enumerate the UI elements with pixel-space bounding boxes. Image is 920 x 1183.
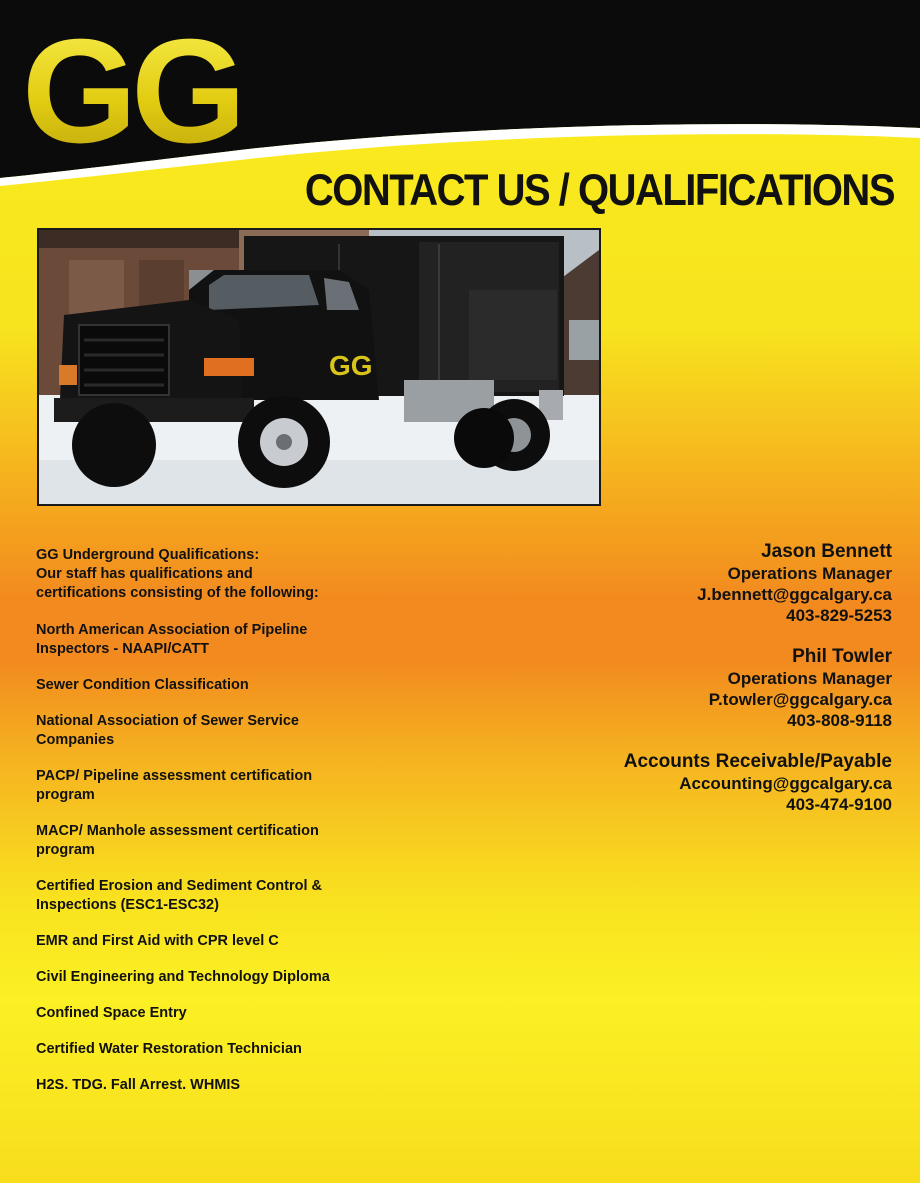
contact-card xyxy=(532,751,892,815)
company-logo: GG xyxy=(22,9,241,174)
contacts-section xyxy=(532,541,892,835)
qualification-item: Civil Engineering and Technology Diploma xyxy=(36,969,330,985)
qualifications-section xyxy=(36,546,366,1112)
contact-name: Accounts Receivable/Payable xyxy=(623,751,892,772)
contact-card xyxy=(532,541,892,626)
qualifications-intro-line: Our staff has qualifications and xyxy=(36,566,253,582)
qualification-item: EMR and First Aid with CPR level C xyxy=(36,933,279,949)
contact-title: Operations Manager xyxy=(727,669,892,688)
qualification-item: North American Association of Pipeline Inspectors - NAAPI/CATT xyxy=(36,622,308,657)
contact-email-link[interactable]: J.bennett@ggcalgary.ca xyxy=(697,585,892,604)
truck-logo-text: GG xyxy=(329,350,373,381)
contact-name: Phil Towler xyxy=(792,646,892,667)
contact-card xyxy=(532,646,892,731)
contact-phone[interactable]: 403-474-9100 xyxy=(786,795,892,814)
qualifications-intro xyxy=(36,546,366,603)
qualification-item: National Association of Sewer Service Companies xyxy=(36,713,299,748)
qualification-item: Certified Water Restoration Technician xyxy=(36,1041,302,1057)
qualification-item: Certified Erosion and Sediment Control & Inspections (ESC1-ESC32) xyxy=(36,878,322,913)
contact-name: Jason Bennett xyxy=(761,541,892,562)
qualification-item: Sewer Condition Classification xyxy=(36,677,249,693)
qualification-item: H2S. TDG. Fall Arrest. WHMIS xyxy=(36,1077,241,1093)
qualifications-intro-line: GG Underground Qualifications: xyxy=(36,547,260,563)
qualification-item: PACP/ Pipeline assessment certification program xyxy=(36,768,313,803)
qualification-item: Confined Space Entry xyxy=(36,1005,187,1021)
contact-phone[interactable]: 403-829-5253 xyxy=(786,606,892,625)
qualifications-list xyxy=(36,621,366,1095)
contact-email-link[interactable]: Accounting@ggcalgary.ca xyxy=(679,774,892,793)
qualifications-intro-line: certifications consisting of the following: xyxy=(36,585,319,601)
contact-email-link[interactable]: P.towler@ggcalgary.ca xyxy=(708,690,892,709)
page-title: CONTACT US / QUALIFICATIONS xyxy=(304,166,894,216)
qualification-item: MACP/ Manhole assessment certification program xyxy=(36,823,319,858)
contact-title: Operations Manager xyxy=(727,564,892,583)
contact-phone[interactable]: 403-808-9118 xyxy=(787,711,892,730)
truck-photo xyxy=(37,228,601,506)
